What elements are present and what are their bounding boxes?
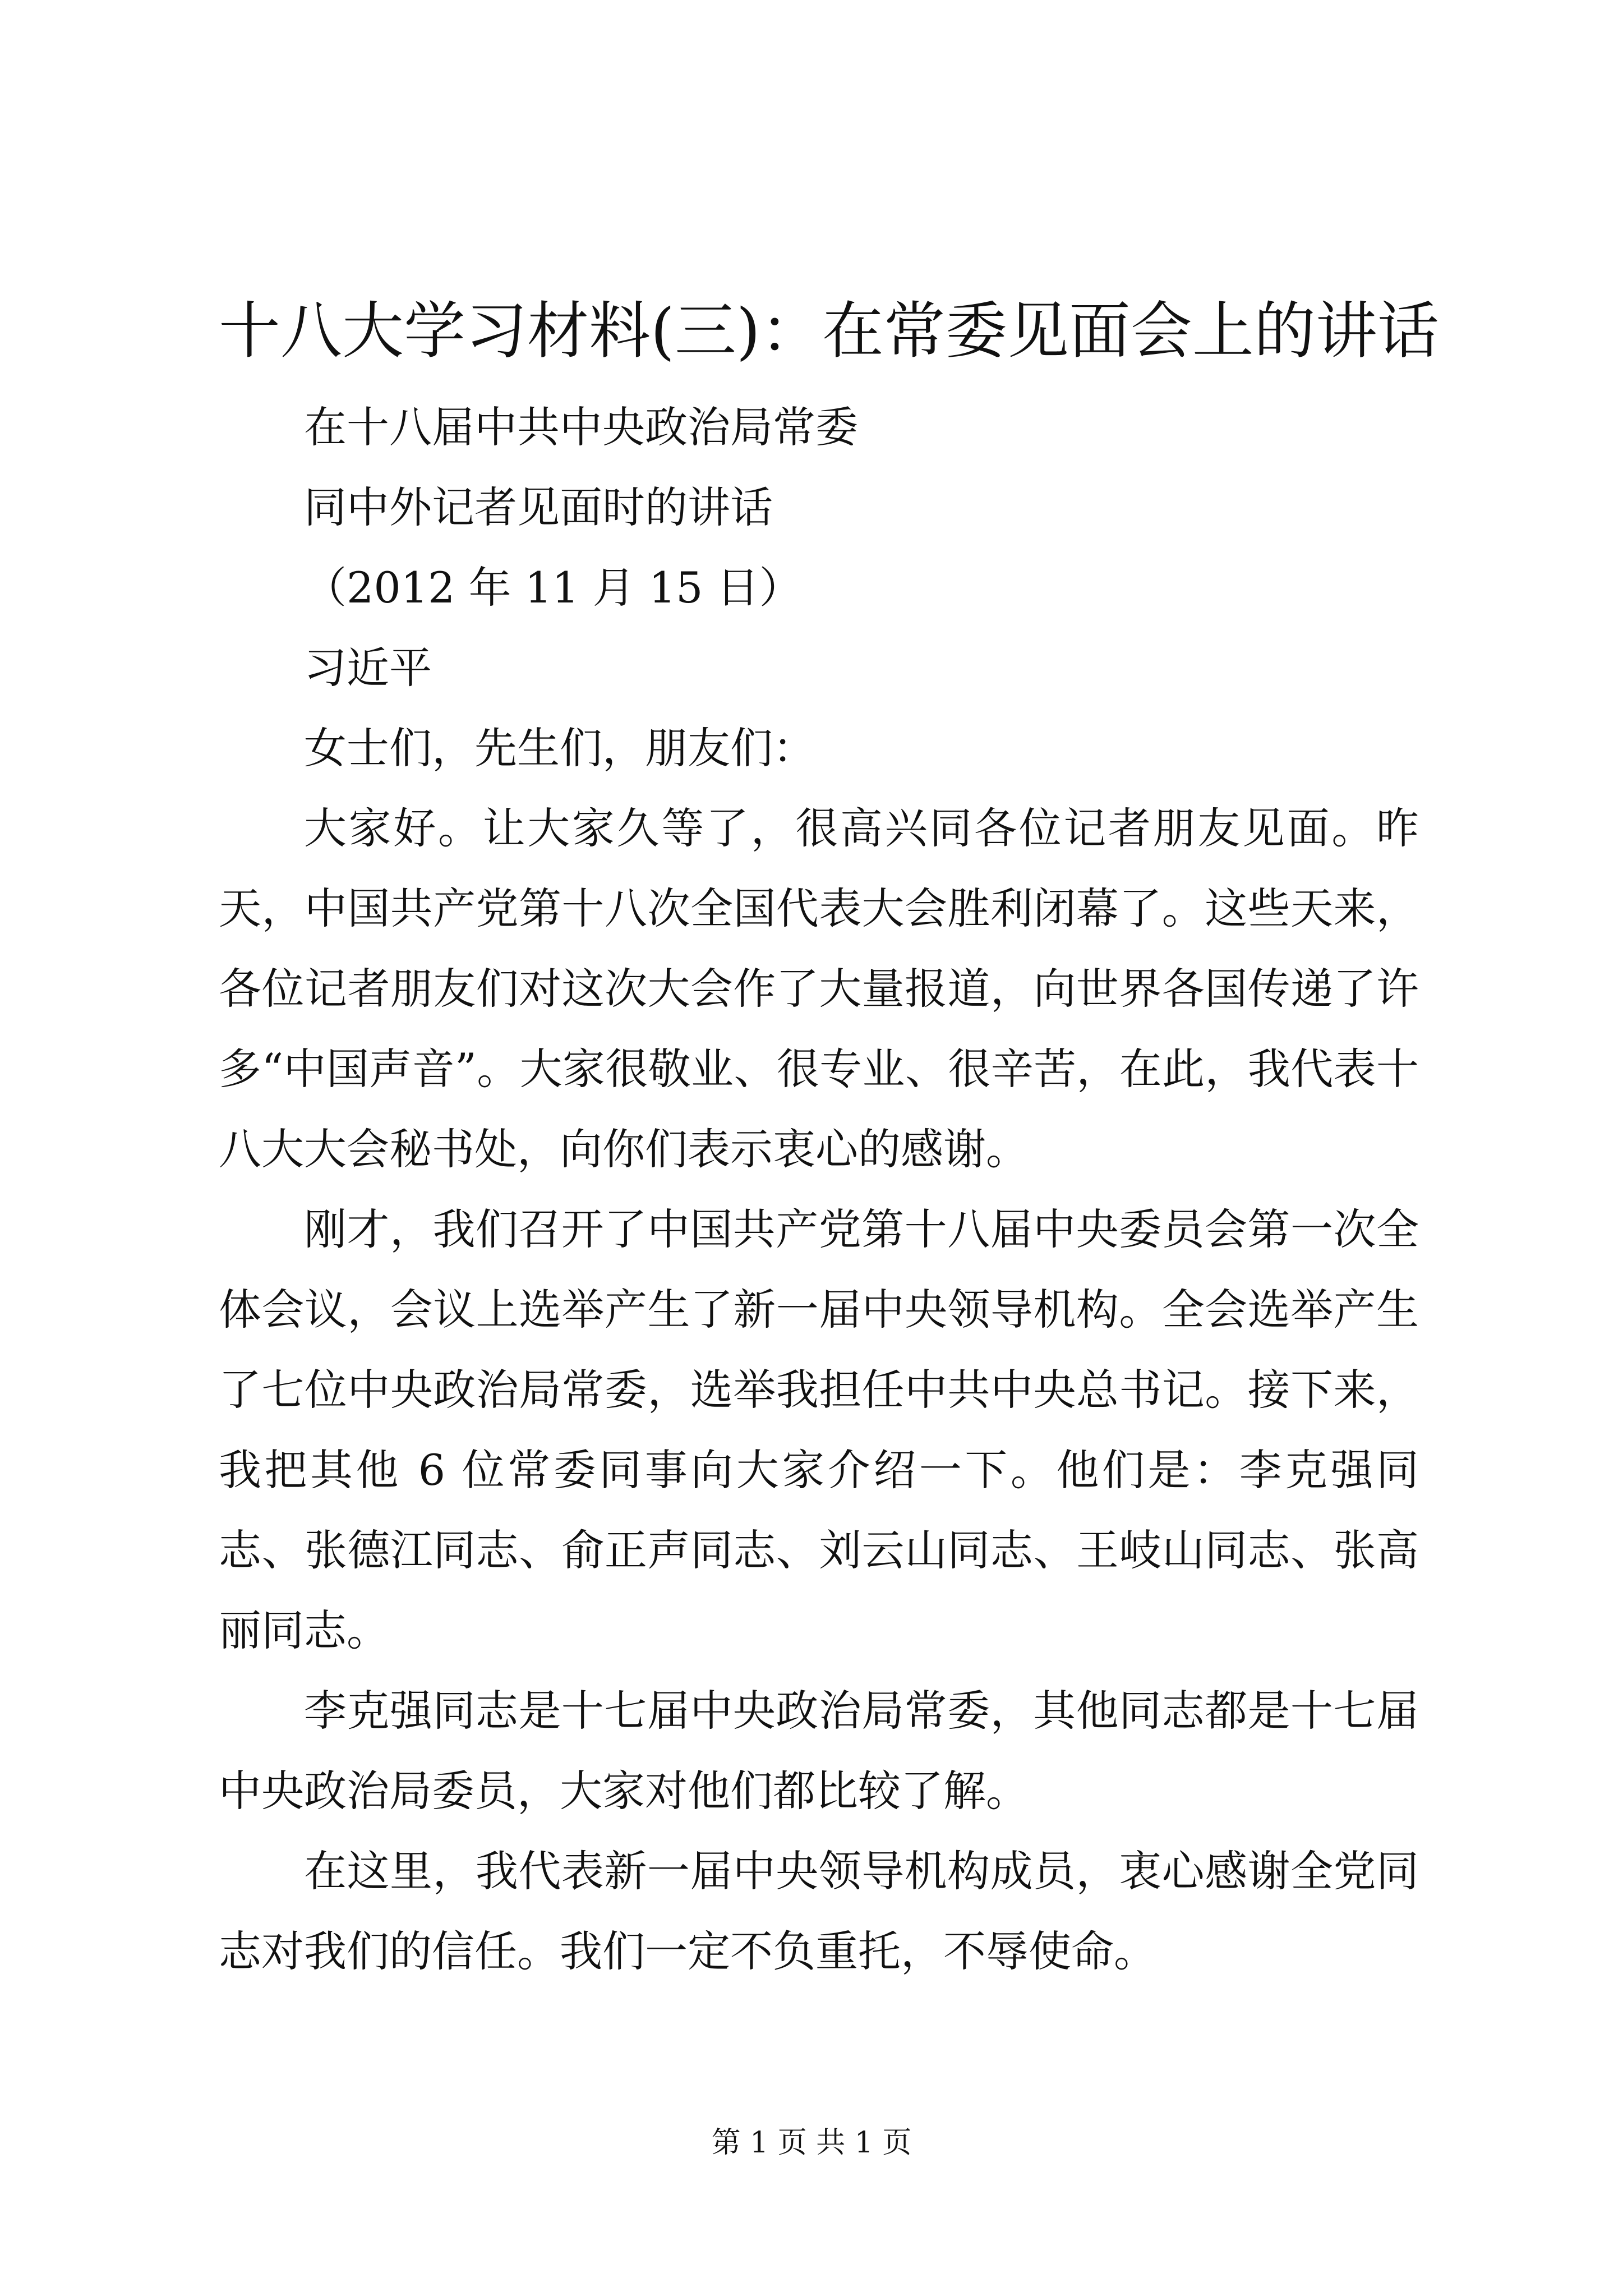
author-line: 习近平: [304, 643, 432, 693]
document-body: [219, 387, 1419, 1991]
page-footer: 第 1 页 共 1 页: [711, 2126, 912, 2160]
salutation-line: 女士们，先生们，朋友们：: [304, 723, 815, 773]
document-title: 十八大学习材料(三)：在常委见面会上的讲话: [219, 295, 1439, 367]
heading-line-1: 在十八届中共中央政治局常委: [304, 402, 858, 452]
heading-line-2: 同中外记者见面时的讲话: [304, 482, 773, 532]
paragraph-3: 李克强同志是十七届中央政治局常委，其他同志都是十七届中央政治局委员，大家对他们都比较了解。: [219, 1686, 1419, 1816]
paragraph-1: 大家好。让大家久等了，很高兴同各位记者朋友见面。昨天，中国共产党第十八次全国代表大会胜利闭幕了。这些天来，各位记者朋友们对这次大会作了大量报道，向世界各国传递了许多“中国声音”。大家很敬业、很专业、很辛苦，在此，我代表十八大大会秘书处，向你们表示衷心的感谢。: [219, 803, 1419, 1174]
date-line: （2012 年 11 月 15 日）: [304, 563, 802, 613]
paragraph-4: 在这里，我代表新一届中央领导机构成员，衷心感谢全党同志对我们的信任。我们一定不负重托，不辱使命。: [219, 1846, 1419, 1976]
paragraph-2: 刚才，我们召开了中国共产党第十八届中央委员会第一次全体会议，会议上选举产生了新一届中央领导机构。全会选举产生了七位中央政治局常委，选举我担任中共中央总书记。接下来，我把其他 6 位常委同事向大家介绍一下。他们是：李克强同志、张德江同志、俞正声同志、刘云山同志、王岐山同志、张高丽同志。: [219, 1204, 1419, 1655]
